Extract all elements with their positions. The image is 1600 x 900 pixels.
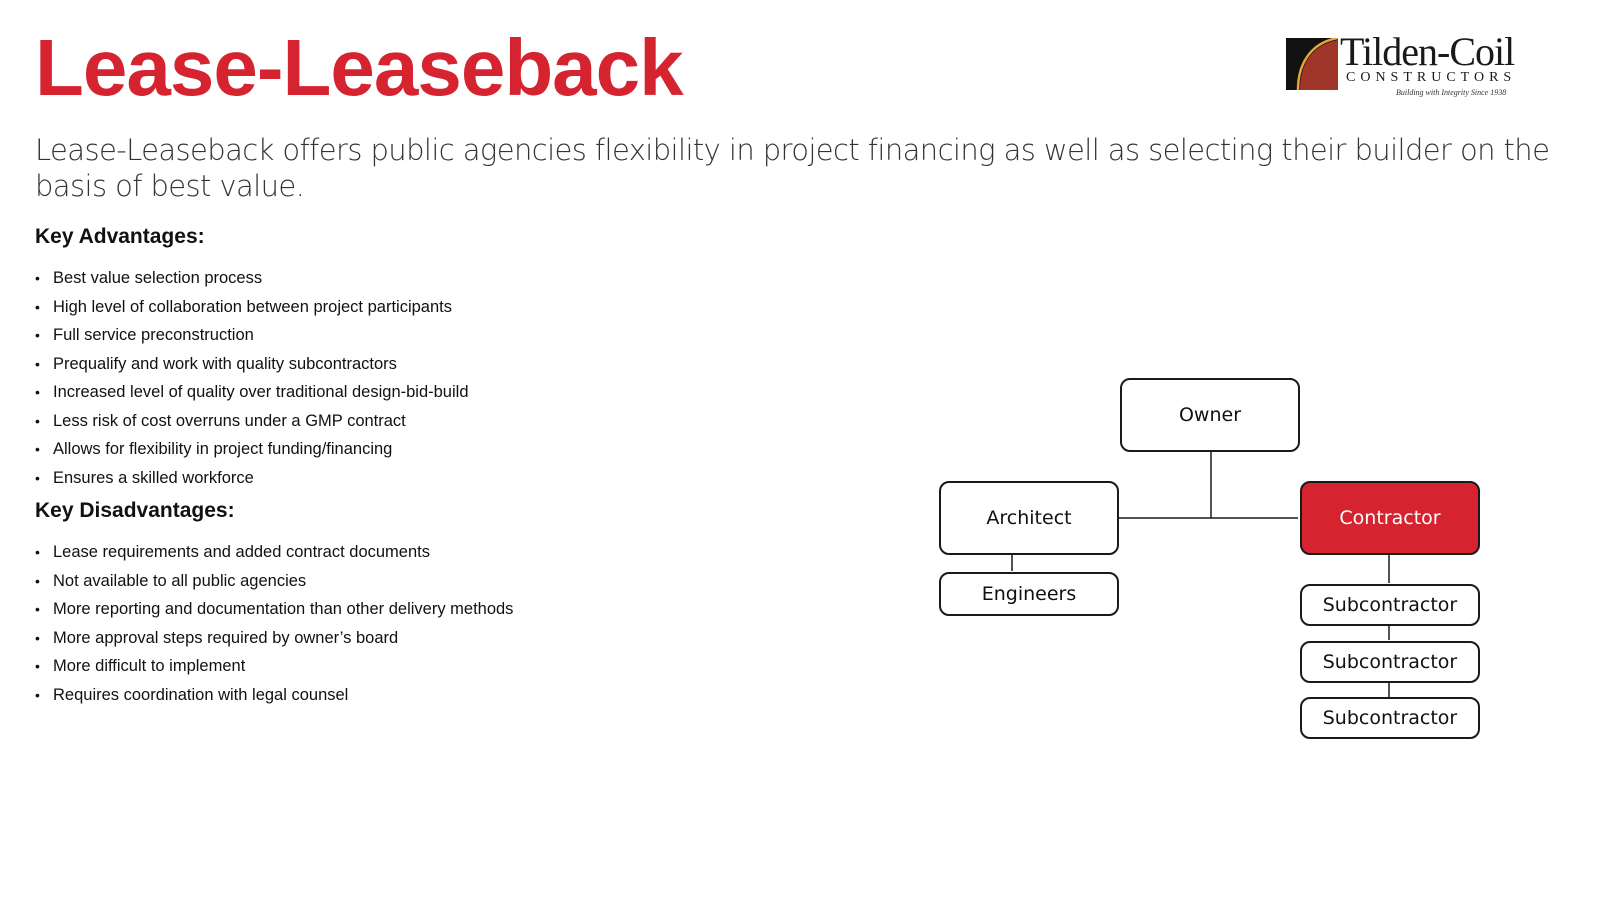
disadvantage-item: • More approval steps required by owner’s board	[35, 624, 655, 653]
advantages-heading: Key Advantages:	[35, 225, 205, 248]
disadvantage-item: • Requires coordination with legal counsel	[35, 681, 655, 710]
disadvantages-section	[35, 496, 655, 709]
owner-node: Owner	[1120, 378, 1300, 452]
disadvantages-heading: Key Disadvantages:	[35, 499, 235, 522]
advantage-item: • Allows for flexibility in project funding/financing	[35, 435, 655, 464]
advantage-item: • High level of collaboration between project participants	[35, 293, 655, 322]
logo-tagline: Building with Integrity Since 1938	[1396, 88, 1507, 97]
disadvantage-item: • More reporting and documentation than other delivery methods	[35, 595, 655, 624]
advantages-list	[35, 264, 655, 492]
intro-text: Lease-Leaseback offers public agencies flexibility in project financing as well as selecting their builder on the basis of best value.	[35, 133, 1550, 203]
company-logo	[1286, 29, 1536, 100]
subcontractor-node: Subcontractor	[1300, 697, 1480, 739]
advantage-item: • Ensures a skilled workforce	[35, 464, 655, 493]
contractor-node: Contractor	[1300, 481, 1480, 555]
advantage-item: • Best value selection process	[35, 264, 655, 293]
subcontractor-node: Subcontractor	[1300, 641, 1480, 683]
disadvantage-item: • More difficult to implement	[35, 652, 655, 681]
logo-mark-icon	[1286, 38, 1338, 90]
page-title: Lease-Leaseback	[35, 23, 683, 112]
logo-name: Tilden-Coil	[1340, 29, 1515, 74]
disadvantage-item: • Not available to all public agencies	[35, 567, 655, 596]
disadvantages-list	[35, 538, 655, 709]
engineers-node: Engineers	[939, 572, 1119, 616]
advantage-item: • Full service preconstruction	[35, 321, 655, 350]
logo-subtitle: CONSTRUCTORS	[1346, 70, 1517, 85]
advantages-section	[35, 222, 655, 492]
advantage-item: • Prequalify and work with quality subcontractors	[35, 350, 655, 379]
subcontractor-node: Subcontractor	[1300, 584, 1480, 626]
disadvantage-item: • Lease requirements and added contract documents	[35, 538, 655, 567]
advantage-item: • Increased level of quality over traditional design-bid-build	[35, 378, 655, 407]
architect-node: Architect	[939, 481, 1119, 555]
advantage-item: • Less risk of cost overruns under a GMP contract	[35, 407, 655, 436]
